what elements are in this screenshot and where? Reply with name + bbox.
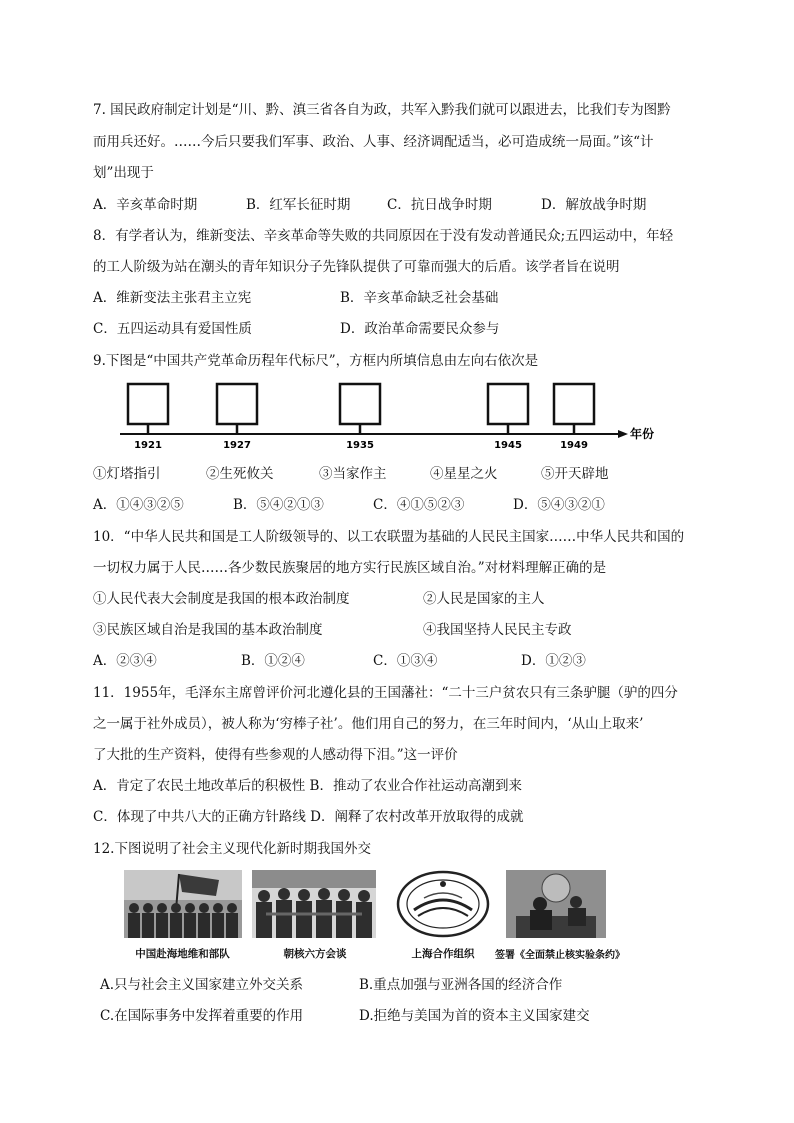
q9-item-2: ②生死攸关 — [206, 466, 274, 482]
q7-stem-line2: 而用兵还好。……今后只要我们军事、政治、人事、经济调配适当，必可造成统一局面。”该“计 — [93, 134, 654, 150]
q10-statement-4: ④我国坚持人民民主专政 — [423, 622, 572, 638]
timeline-box-5 — [554, 384, 594, 424]
q10-option-d: D．①②③ — [521, 653, 586, 669]
q10-statement-3: ③民族区域自治是我国的基本政治制度 — [93, 622, 323, 638]
q7-option-d: D．解放战争时期 — [541, 197, 647, 213]
q11-options-line1: A．肯定了农民土地改革后的积极性 B．推动了农业合作社运动高潮到来 — [93, 778, 522, 794]
q7-option-c: C．抗日战争时期 — [387, 197, 492, 213]
caption-ctbt-signing: 签署《全面禁止核实验条约》 — [495, 950, 625, 961]
q9-item-4: ④星星之火 — [430, 466, 498, 482]
timeline-box-2 — [217, 384, 257, 424]
haiti-peacekeepers-photo — [124, 870, 242, 938]
timeline-box-1 — [128, 384, 168, 424]
q8-stem-line2: 的工人阶级为站在潮头的青年知识分子先锋队提供了可靠而强大的后盾。该学者旨在说明 — [93, 259, 620, 275]
timeline-arrow — [618, 430, 628, 438]
q7-stem-line3: 划”出现于 — [93, 165, 154, 181]
q12-option-c: C.在国际事务中发挥着重要的作用 — [100, 1008, 304, 1024]
q7-option-b: B．红军长征时期 — [246, 197, 351, 213]
q12-option-a: A.只与社会主义国家建立外交关系 — [100, 977, 304, 993]
q12-option-d: D.拒绝与美国为首的资本主义国家建交 — [359, 1008, 590, 1024]
q9-timeline — [118, 378, 655, 451]
timeline-year-1949: 1949 — [560, 440, 588, 451]
q11-stem-line3: 了大批的生产资料，使得有些参观的人感动得下泪。”这一评价 — [93, 747, 458, 763]
q9-option-a: A．①④③②⑤ — [93, 497, 184, 513]
q10-option-c: C．①③④ — [373, 653, 438, 669]
q10-statement-2: ②人民是国家的主人 — [423, 591, 545, 607]
q12-option-b: B.重点加强与亚洲各国的经济合作 — [359, 977, 563, 993]
timeline-year-1935: 1935 — [346, 440, 374, 451]
timeline-year-1921: 1921 — [134, 440, 162, 451]
q12-photo-strip — [110, 870, 630, 965]
q9-item-5: ⑤开天辟地 — [541, 466, 609, 482]
timeline-box-3 — [340, 384, 380, 424]
q9-item-1: ①灯塔指引 — [93, 466, 161, 482]
q10-stem-line1: 10．“中华人民共和国是工人阶级领导的、以工农联盟为基础的人民民主国家……中华人民共和国的 — [93, 529, 685, 545]
timeline-box-4 — [488, 384, 528, 424]
q10-statement-1: ①人民代表大会制度是我国的根本政治制度 — [93, 591, 350, 607]
q12-stem-line1: 12.下图说明了社会主义现代化新时期我国外交 — [93, 841, 371, 857]
sco-emblem — [394, 870, 492, 938]
six-party-talks-photo — [252, 870, 376, 938]
caption-sco: 上海合作组织 — [411, 948, 475, 960]
q10-stem-line2: 一切权力属于人民……各少数民族聚居的地方实行民族区域自治。”对材料理解正确的是 — [93, 560, 607, 576]
q8-option-b: B．辛亥革命缺乏社会基础 — [340, 290, 499, 306]
q9-option-c: C．④①⑤②③ — [373, 497, 465, 513]
caption-six-party-talks: 朝核六方会谈 — [283, 948, 347, 960]
q7-option-a: A．辛亥革命时期 — [93, 197, 198, 213]
q11-stem-line1: 11．1955年，毛泽东主席曾评价河北遵化县的王国藩社：“二十三户贫农只有三条驴腿（驴的四分 — [93, 685, 678, 701]
q8-stem-line1: 8．有学者认为，维新变法、辛亥革命等失败的共同原因在于没有发动普通民众;五四运动中，年轻 — [93, 228, 674, 244]
q10-option-a: A．②③④ — [93, 653, 157, 669]
timeline-axis-label: 年份 — [630, 427, 655, 441]
timeline-year-1927: 1927 — [223, 440, 251, 451]
q8-option-a: A．维新变法主张君主立宪 — [93, 290, 252, 306]
q8-option-c: C．五四运动具有爱国性质 — [93, 321, 252, 337]
timeline-year-1945: 1945 — [494, 440, 522, 451]
q10-option-b: B．①②④ — [241, 653, 305, 669]
ctbt-signing-photo — [506, 870, 606, 938]
q11-stem-line2: 之一属于社外成员），被人称为‘穷棒子社’。他们用自己的努力，在三年时间内，‘从山上取来’ — [93, 716, 644, 732]
caption-haiti-peacekeepers: 中国赴海地维和部队 — [135, 948, 230, 960]
q7-stem-line1: 7. 国民政府制定计划是“川、黔、滇三省各自为政，共军入黔我们就可以跟进去，比我们专为图黔 — [93, 102, 671, 118]
q9-stem-line1: 9.下图是“中国共产党革命历程年代标尺”，方框内所填信息由左向右依次是 — [93, 353, 539, 369]
q9-option-d: D．⑤④③②① — [513, 497, 605, 513]
q8-option-d: D．政治革命需要民众参与 — [340, 321, 500, 337]
q9-option-b: B．⑤④②①③ — [233, 497, 324, 513]
q9-item-3: ③当家作主 — [319, 466, 387, 482]
q11-options-line2: C．体现了中共八大的正确方针路线 D．阐释了农村改革开放取得的成就 — [93, 809, 524, 825]
